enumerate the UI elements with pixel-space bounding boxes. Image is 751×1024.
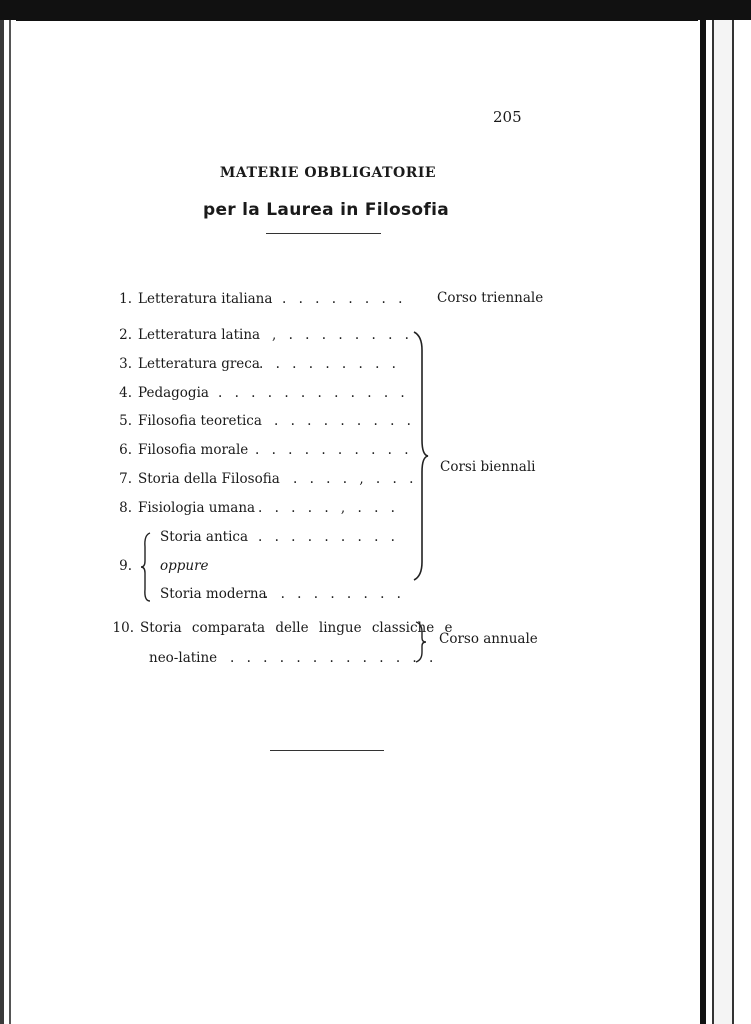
course-label-biennali: Corsi biennali — [440, 459, 536, 475]
page-number: 205 — [493, 108, 522, 126]
leader-dots: . . . . . . . . . — [274, 413, 415, 429]
subject-number: 10. — [112, 620, 134, 636]
subject-name: Filosofia morale — [138, 442, 249, 458]
title-divider — [266, 233, 381, 234]
subject-number: 5. — [119, 413, 132, 429]
subject-name: Filosofia teoretica — [138, 413, 262, 429]
subject-number: 4. — [119, 385, 132, 401]
subject-name: Letteratura greca — [138, 356, 260, 372]
subject-alternative: oppure — [160, 558, 209, 574]
subject-number: 8. — [119, 500, 132, 516]
subject-number: 2. — [119, 327, 132, 343]
leader-dots: . . . . . , . . . — [258, 500, 399, 516]
leader-dots: . . . . , . . . — [293, 471, 418, 487]
subject-name: neo-latine — [149, 650, 218, 666]
subject-name: Pedagogia — [138, 385, 209, 401]
leader-dots: . . . . . . . . . . . . . — [230, 650, 438, 666]
subject-name: Storia comparata delle lingue classiche e — [140, 620, 453, 636]
page-subtitle: per la Laurea in Filosofia — [202, 200, 449, 220]
page-title: MATERIE OBBLIGATORIE — [219, 165, 437, 181]
leader-dots: . . . . . . . . . — [264, 586, 405, 602]
course-label-annuale: Corso annuale — [439, 631, 538, 647]
leader-dots: . . . . . . . . . — [259, 356, 400, 372]
annual-brace — [412, 620, 428, 664]
subject-number: 1. — [119, 291, 132, 307]
option-brace — [140, 531, 154, 603]
course-label-triennale: Corso triennale — [437, 290, 544, 306]
leader-dots: . . . . . . . . . . . . — [218, 385, 409, 401]
subject-name: Letteratura italiana — [138, 291, 273, 307]
subject-number: 3. — [119, 356, 132, 372]
subject-name: Storia della Filosofia — [138, 471, 280, 487]
leader-dots: , . . . . . . . . — [272, 327, 413, 343]
scan-right-binding — [698, 20, 751, 1024]
leader-dots: . . . . . . . . . . — [255, 442, 413, 458]
end-divider — [270, 750, 384, 751]
subject-name: Storia moderna — [160, 586, 267, 602]
subject-number: 6. — [119, 442, 132, 458]
leader-dots: . . . . . . . . . — [258, 529, 399, 545]
scan-top-border — [0, 0, 751, 21]
biennial-brace — [410, 330, 430, 582]
subject-name: Fisiologia umana — [138, 500, 256, 516]
subject-name: Storia antica — [160, 529, 249, 545]
subject-number: 9. — [119, 558, 132, 574]
subject-name: Letteratura latina — [138, 327, 261, 343]
subject-number: 7. — [119, 471, 132, 487]
leader-dots: . . . . . . . . — [282, 291, 407, 307]
